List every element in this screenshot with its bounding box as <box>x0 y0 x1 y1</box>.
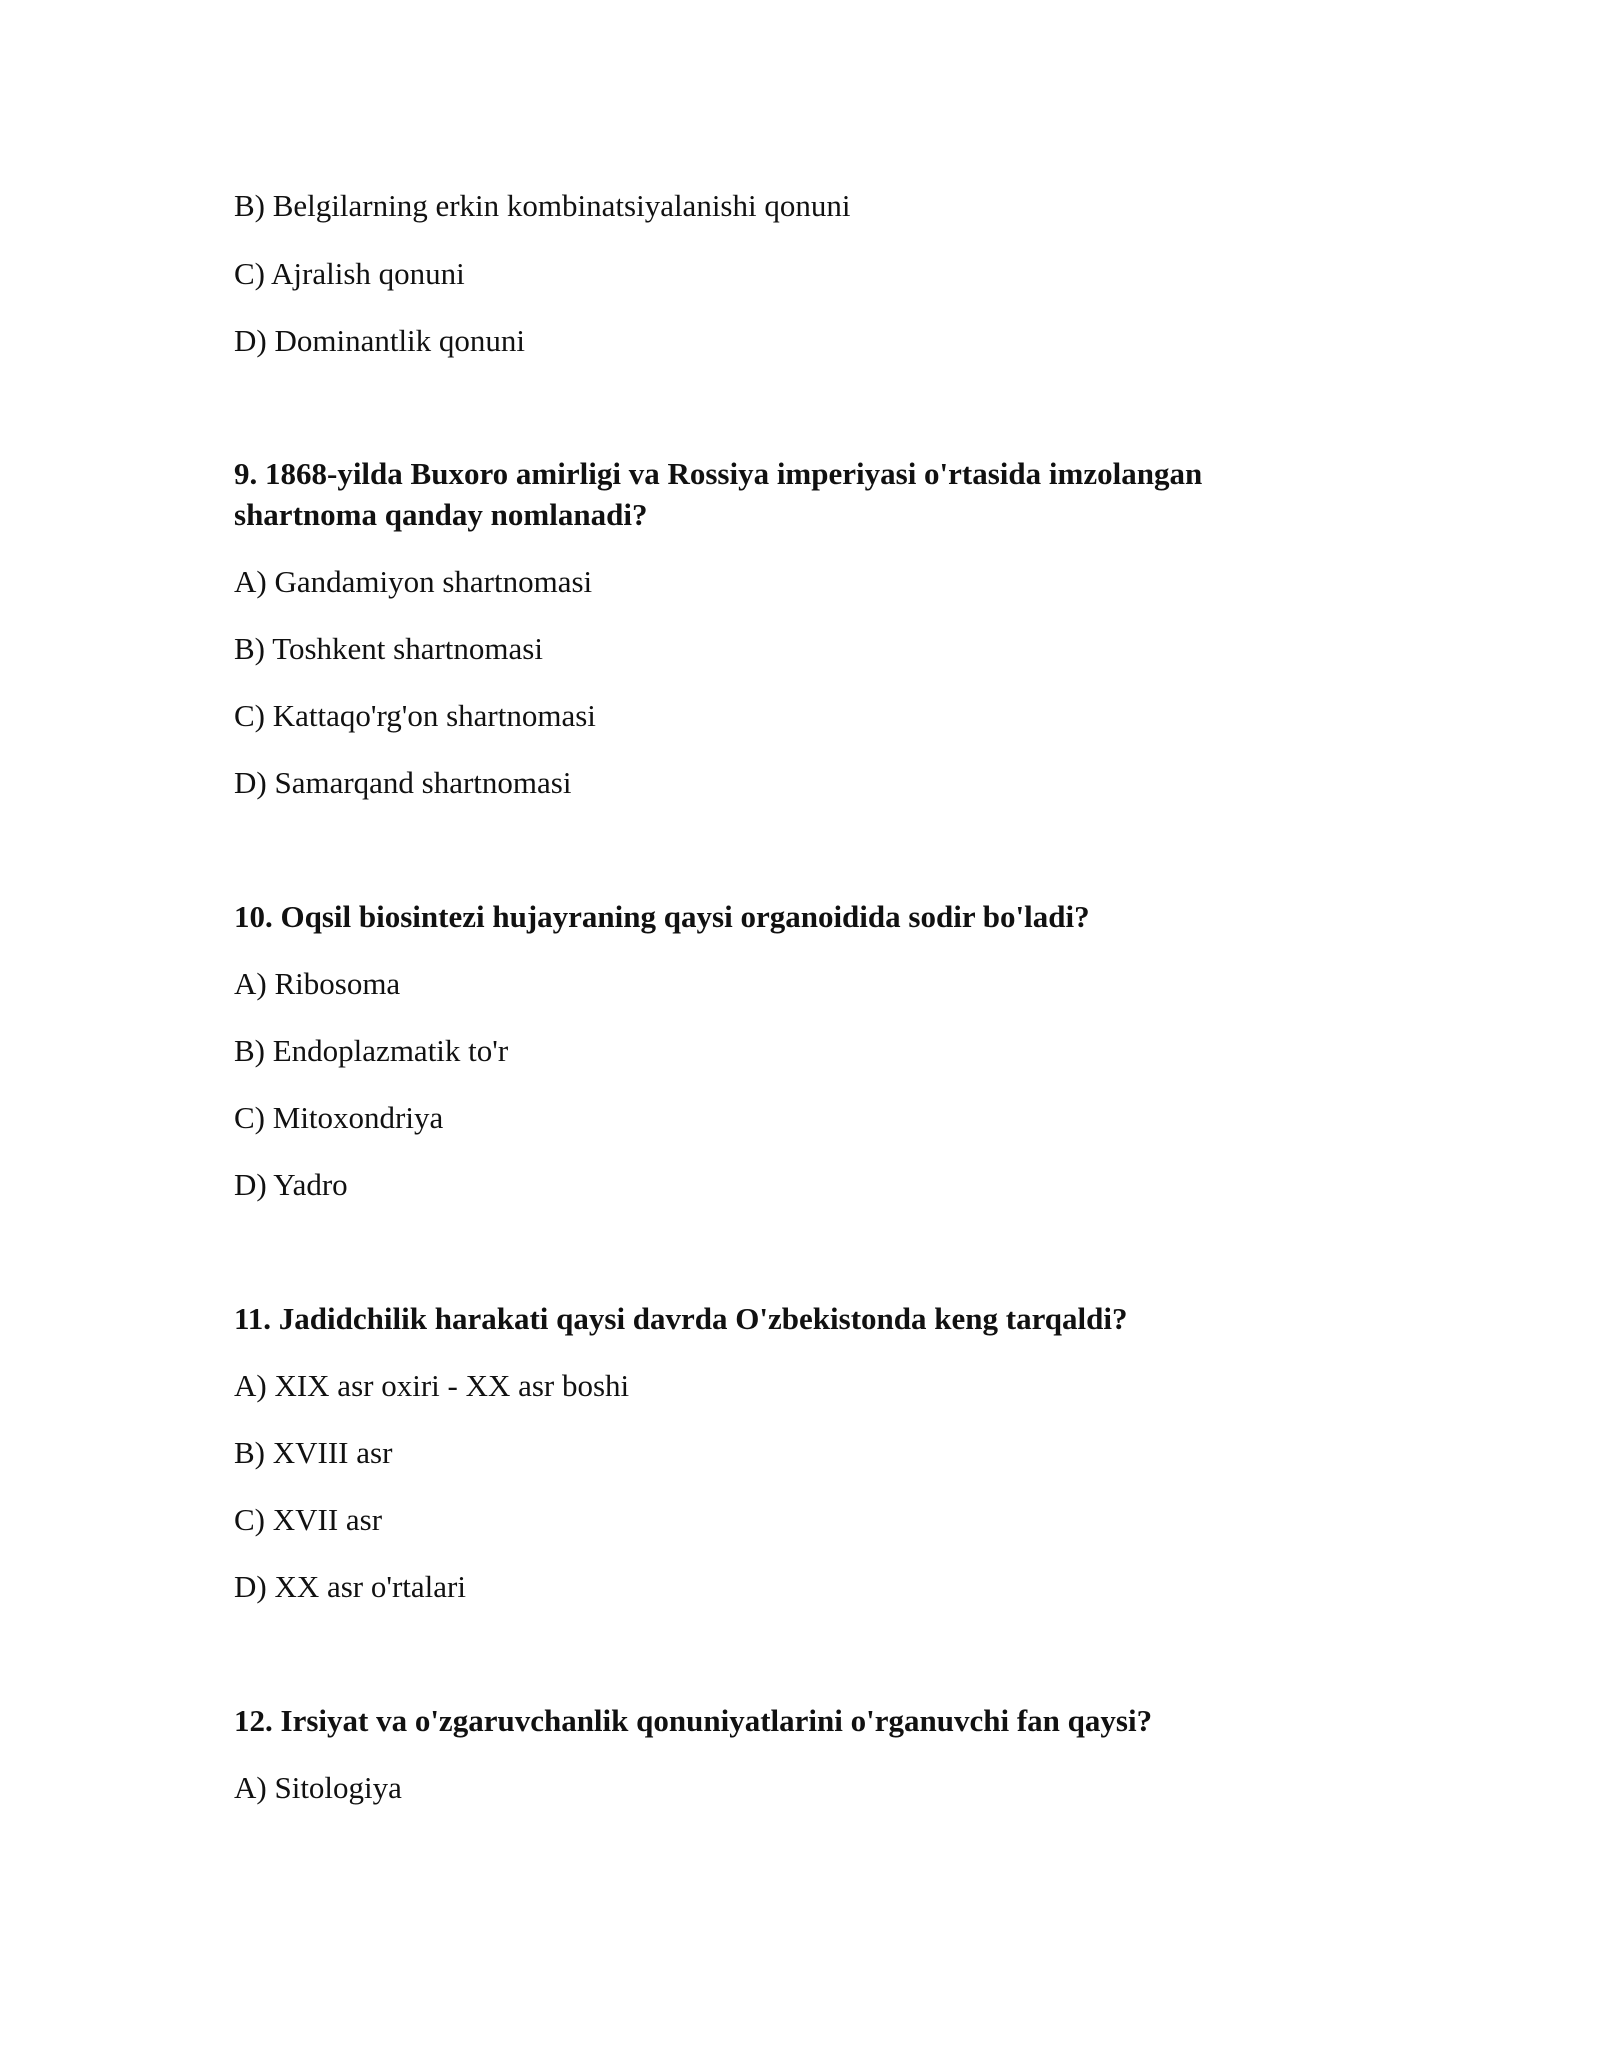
question-11-option-d: D) XX asr o'rtalari <box>234 1569 466 1604</box>
question-10-option-c: C) Mitoxondriya <box>234 1100 444 1135</box>
question-9-title-line-1: 9. 1868-yilda Buxoro amirligi va Rossiya imperiyasi o'rtasida imzolangan <box>234 456 1203 491</box>
prev-option-c: C) Ajralish qonuni <box>234 256 465 291</box>
question-9-title-line-2: shartnoma qanday nomlanadi? <box>234 497 648 532</box>
question-9-option-d: D) Samarqand shartnomasi <box>234 765 572 800</box>
question-12-option-a: A) Sitologiya <box>234 1770 402 1805</box>
question-11-option-c: C) XVII asr <box>234 1502 383 1537</box>
question-9-option-a: A) Gandamiyon shartnomasi <box>234 564 593 599</box>
question-11-option-a: A) XIX asr oxiri - XX asr boshi <box>234 1368 630 1403</box>
question-12-title: 12. Irsiyat va o'zgaruvchanlik qonuniyatlarini o'rganuvchi fan qaysi? <box>234 1703 1153 1738</box>
question-11-title: 11. Jadidchilik harakati qaysi davrda O'zbekistonda keng tarqaldi? <box>234 1301 1128 1336</box>
question-9-option-c: C) Kattaqo'rg'on shartnomasi <box>234 698 596 733</box>
question-10-option-d: D) Yadro <box>234 1167 348 1202</box>
prev-option-b: B) Belgilarning erkin kombinatsiyalanishi qonuni <box>234 188 851 223</box>
question-10-option-a: A) Ribosoma <box>234 966 401 1001</box>
question-10-title: 10. Oqsil biosintezi hujayraning qaysi organoidida sodir bo'ladi? <box>234 899 1090 934</box>
prev-option-d: D) Dominantlik qonuni <box>234 323 526 358</box>
question-9-option-b: B) Toshkent shartnomasi <box>234 631 543 666</box>
question-10-option-b: B) Endoplazmatik to'r <box>234 1033 509 1068</box>
question-11-option-b: B) XVIII asr <box>234 1435 393 1470</box>
